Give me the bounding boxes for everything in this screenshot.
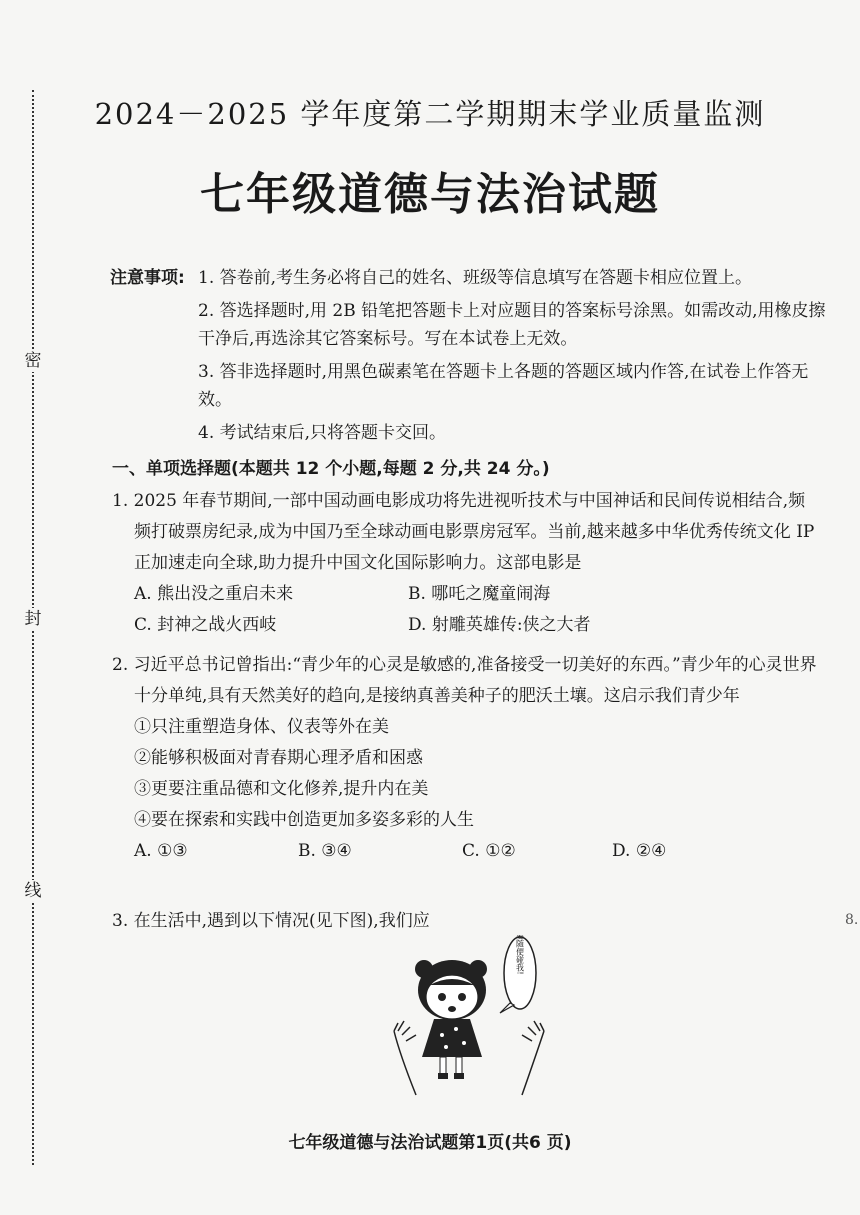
statement-3: ③更要注重品德和文化修养,提升内在美 <box>134 779 429 799</box>
binding-mark-xian: 线 <box>22 880 44 902</box>
notice-text-3: 3. 答非选择题时,用黑色碳素笔在答题卡上各题的答题区域内作答,在试卷上作答无效。 <box>198 362 809 410</box>
binding-mark-feng: 封 <box>22 608 44 630</box>
question-1 <box>112 486 817 641</box>
option-a: A. 熊出没之重启未来 <box>134 584 294 604</box>
question-2 <box>112 650 817 867</box>
statement-2: ②能够积极面对青春期心理矛盾和困惑 <box>134 748 423 768</box>
statement-4: ④要在探索和实践中创造更加多姿多彩的人生 <box>134 810 474 830</box>
notice-item <box>110 419 830 447</box>
notice-item <box>110 358 830 414</box>
option-c: C. ①② <box>462 841 516 861</box>
question-stem: 1. 2025 年春节期间,一部中国动画电影成功将先进视听技术与中国神话和民间传说相结合,频频打破票房纪录,成为中国乃至全球动画电影票房冠军。当前,越来越多中华优秀传统文化 IP 正加速走向全球,助力提升中国文化国际影响力。这部电影是 <box>112 491 815 573</box>
girl-cartoon-illustration <box>390 935 550 1100</box>
page-footer: 七年级道德与法治试题第1页(共6 页) <box>288 1133 572 1153</box>
notice-text-2: 2. 答选择题时,用 2B 铅笔把答题卡上对应题目的答案标号涂黑。如需改动,用橡皮擦干净后,再选涂其它答案标号。写在本试卷上无效。 <box>198 301 826 349</box>
girl-cartoon-icon <box>390 935 550 1100</box>
notice-label: 注意事项: <box>110 268 185 288</box>
option-row <box>112 610 817 641</box>
speech-bubble-text: 不要随便碰我! <box>515 935 525 975</box>
question-3 <box>112 906 817 937</box>
option-row <box>112 579 817 610</box>
option-d: D. 射雕英雄传:侠之大者 <box>408 615 591 635</box>
binding-mark-mi: 密 <box>22 350 44 372</box>
notice-block <box>110 264 830 452</box>
side-mark: 8. <box>845 912 859 928</box>
option-c: C. 封神之战火西岐 <box>134 615 277 635</box>
section-heading: 一、单项选择题(本题共 12 个小题,每题 2 分,共 24 分。) <box>112 459 550 479</box>
notice-text-1: 1. 答卷前,考生务必将自己的姓名、班级等信息填写在答题卡相应位置上。 <box>198 268 753 288</box>
option-a: A. ①③ <box>134 841 188 861</box>
option-b: B. ③④ <box>298 841 352 861</box>
question-stem: 2. 习近平总书记曾指出:“青少年的心灵是敏感的,准备接受一切美好的东西。”青少年的心灵世界十分单纯,具有天然美好的趋向,是接纳真善美种子的肥沃土壤。这启示我们青少年 <box>112 655 817 706</box>
notice-item <box>110 297 830 353</box>
notice-text-4: 4. 考试结束后,只将答题卡交回。 <box>198 423 447 443</box>
exam-title: 七年级道德与法治试题 <box>200 169 660 220</box>
statement-1: ①只注重塑造身体、仪表等外在美 <box>134 717 389 737</box>
option-d: D. ②④ <box>612 841 667 861</box>
option-b: B. 哪吒之魔童闹海 <box>408 584 551 604</box>
question-stem: 3. 在生活中,遇到以下情况(见下图),我们应 <box>112 911 430 931</box>
exam-header: 2024－2025 学年度第二学期期末学业质量监测 <box>94 97 766 131</box>
notice-item <box>110 264 830 292</box>
option-row <box>112 836 817 867</box>
